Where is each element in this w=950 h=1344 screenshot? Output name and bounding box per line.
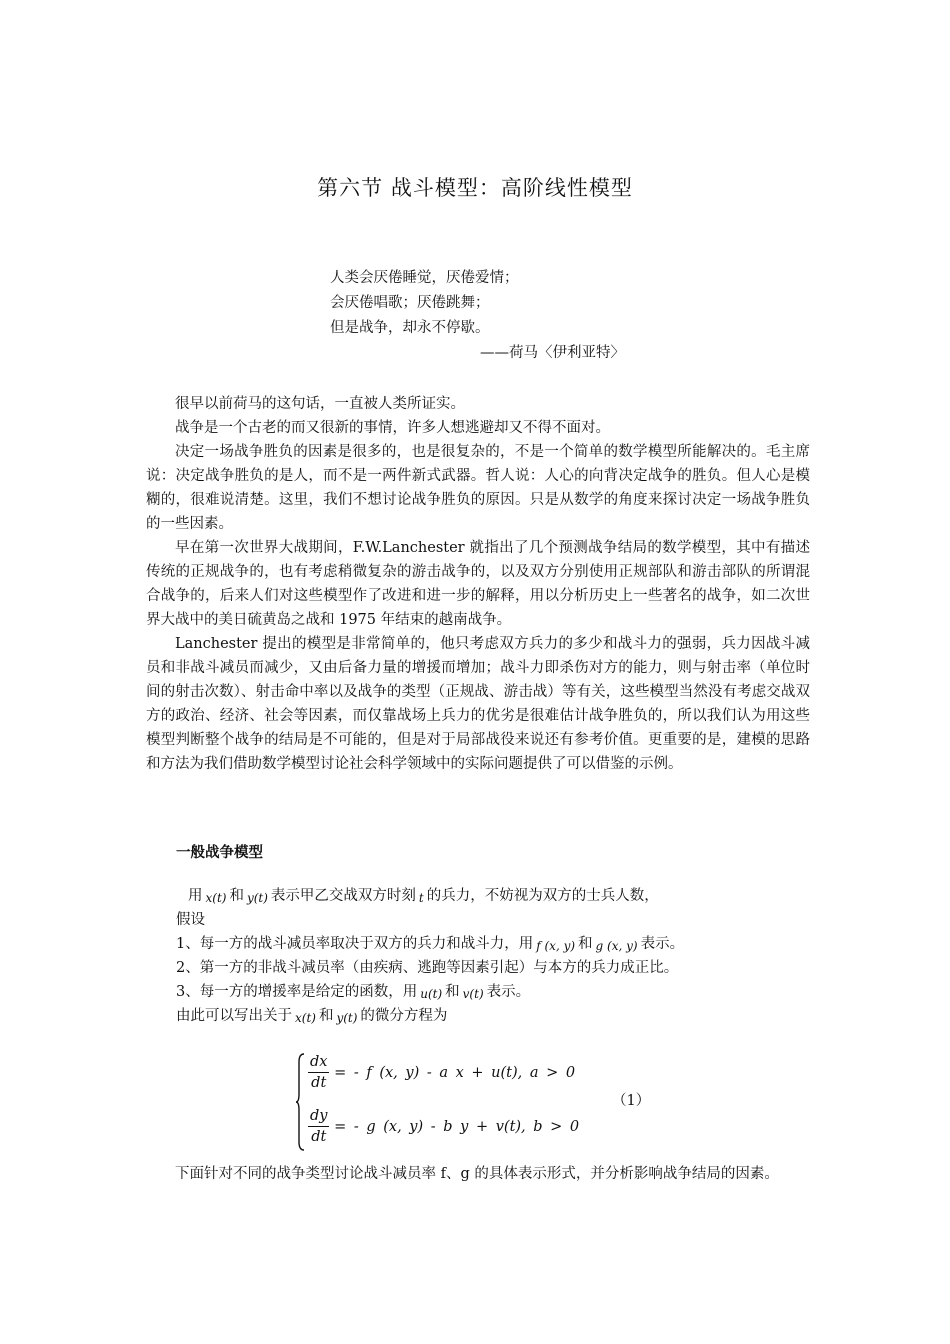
math-v-t: v(t) [462,987,484,1001]
denominator: dt [311,1129,327,1145]
math-x-t: x(t) [205,891,227,905]
text: 表示甲乙交战双方时刻 [270,888,416,904]
paragraph: Lanchester 提出的模型是非常简单的，他只考虑双方兵力的多少和战斗力的强弱，兵力因战斗减员和非战斗减员而减少，又由后备力量的增援而增加；战斗力即杀伤对方的能力，则与射击率（单位时间的射击次数）、射击命中率以及战争的类型（正规战、游击战）等有关，这些模型当然没有考虑交战双方的政治、经济、社会等因素，而仅靠战场上兵力的优劣是很难估计战争胜负的，所以我们认为用这些模型判断整个战争的结局是不可能的，但是对于局部战役来说还有参考价值。更重要的是，建模的思路和方法为我们借助数学模型讨论社会科学领域中的实际问题提供了可以借鉴的示例。 [146,636,810,772]
equation-1-rhs: = - f (x, y) - a x + u(t), a > 0 [334,1064,576,1081]
paragraph: 早在第一次世界大战期间，F.W.Lanchester 就指出了几个预测战争结局的数学模型，其中有描述传统的正规战争的，也有考虑稍微复杂的游击战争的，以及双方分别使用正规部队和游击部队的所谓混合战争的，后来人们对这些模型作了改进和进一步的解释，用以分析历史上一些著名的战争，如二次世界大战中的美日硫黄岛之战和 1975 年结束的越南战争。 [146,540,810,628]
epigraph-poem [330,266,625,366]
equation-system [296,1052,636,1152]
math-u-t: u(t) [420,987,443,1001]
equation-2 [308,1106,579,1150]
math-t: t [418,891,424,905]
text: 和 [229,888,244,904]
assumption-1 [176,932,806,956]
fraction-dy-dt [308,1106,329,1147]
assume-label: 假设 [176,912,205,928]
fraction-dx-dt [308,1052,329,1093]
paragraph: 决定一场战争胜负的因素是很多的，也是很复杂的，不是一个简单的数学模型所能解决的。毛主席说：决定战争胜负的是人，而不是一两件新式武器。哲人说：人心的向背决定战争的胜负。但人心是模糊的，很难说清楚。这里，我们不想讨论战争胜负的原因。只是从数学的角度来探讨决定一场战争胜负的一些因素。 [146,444,810,532]
assumption-3 [176,980,806,1004]
text: 3、每一方的增援率是给定的函数，用 [176,984,418,1000]
text: 和 [445,984,460,1000]
paragraph: 很早以前荷马的这句话，一直被人类所证实。 [175,396,465,412]
paragraph: 战争是一个古老的而又很新的事情，许多人想逃避却又不得不面对。 [175,420,610,436]
model-intro-line [176,884,806,908]
poem-line: 会厌倦唱歌；厌倦跳舞； [330,295,490,311]
page-title: 第六节 战斗模型：高阶线性模型 [317,176,633,200]
numerator: dy [308,1106,329,1127]
poem-line: 人类会厌倦睡觉，厌倦爱情； [330,270,519,286]
text: 的兵力，不妨视为双方的士兵人数， [426,888,659,904]
math-y-t: y(t) [336,1011,358,1025]
poem-line: 但是战争，却永不停歇。 [330,320,490,336]
text: 表示。 [486,984,531,1000]
equation-number: （1） [612,1093,651,1109]
denominator: dt [311,1075,327,1091]
poem-attribution: ——荷马〈伊利亚特〉 [480,345,625,361]
math-y-t: y(t) [246,891,268,905]
assumption-2: 2、第一方的非战斗减员率（由疾病、逃跑等因素引起）与本方的兵力成正比。 [176,960,679,976]
closing-paragraph: 下面针对不同的战争类型讨论战斗减员率 f、g 的具体表示形式，并分析影响战争结局的因素。 [175,1166,779,1182]
text: 和 [578,936,593,952]
equation-1 [308,1052,575,1096]
derivation-line [176,1004,806,1028]
closing-section [146,1162,810,1186]
intro-body [146,392,810,776]
text: 的微分方程为 [360,1008,448,1024]
numerator: dx [308,1052,329,1073]
math-f: f (x, y) [536,939,576,953]
model-definitions [176,884,806,1028]
text: 由此可以写出关于 [176,1008,292,1024]
math-x-t: x(t) [295,1011,316,1025]
equation-2-rhs: = - g (x, y) - b y + v(t), b > 0 [334,1118,580,1135]
section-heading: 一般战争模型 [176,845,263,861]
text: 表示。 [640,936,685,952]
left-brace-icon [296,1052,306,1152]
math-g: g (x, y) [595,939,638,953]
text: 用 [188,888,203,904]
text: 1、每一方的战斗减员率取决于双方的兵力和战斗力，用 [176,936,534,952]
text: 和 [318,1008,334,1024]
